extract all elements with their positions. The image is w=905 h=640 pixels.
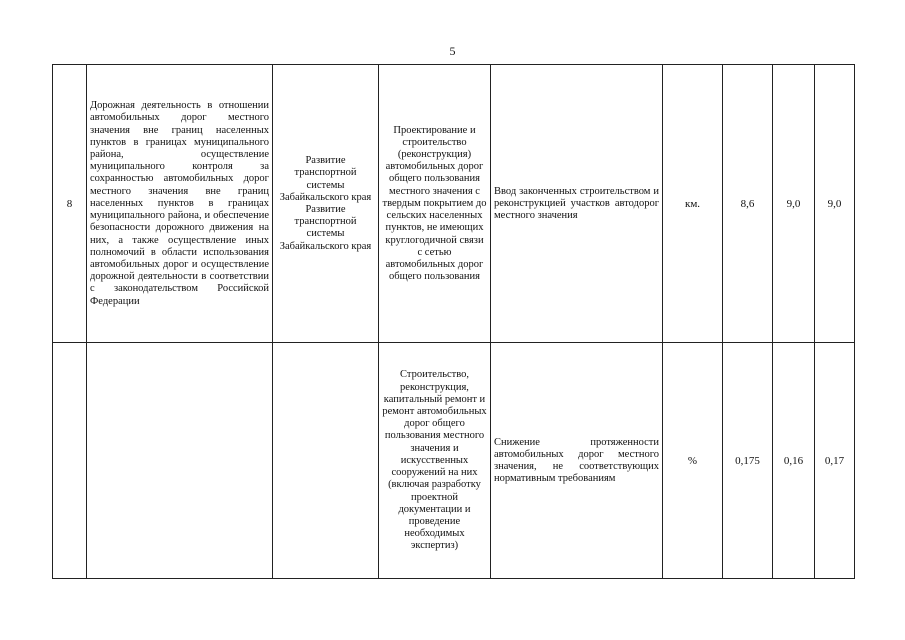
- row-number-cell: 8: [53, 65, 87, 343]
- unit-cell: %: [663, 343, 723, 579]
- indicator-cell: Ввод законченных строительством и реконструкцией участков автодорог местного значения: [491, 65, 663, 343]
- data-table: [52, 64, 855, 579]
- indicator-cell: Снижение протяженности автомобильных дорог местного значения, не соответствующих нормативным требованиям: [491, 343, 663, 579]
- value-cell-1: 0,175: [723, 343, 773, 579]
- event-cell: Проектирование и строительство (реконструкция) автомобильных дорог общего пользования местного значения с твердым покрытием до сельских населенных пунктов, не имеющих круглогодичной связи с сетью автомобильных дорог общего пользования: [379, 65, 491, 343]
- value-cell-1: 8,6: [723, 65, 773, 343]
- program-cell: [273, 343, 379, 579]
- event-cell: Строительство, реконструкция, капитальный ремонт и ремонт автомобильных дорог общего пользования местного значения и искусственных сооружений на них (включая разработку проектной документации и проведение необходимых экспертиз): [379, 343, 491, 579]
- table-row: [53, 343, 855, 579]
- row-number-cell: [53, 343, 87, 579]
- activity-cell: Дорожная деятельность в отношении автомобильных дорог местного значения вне границ населенных пунктов в границах муниципального района, осуществление муниципального контроля за сохранностью автомобильных дорог местного значения вне границ населенных пунктов в границах муниципального района, и обеспечение безопасности дорожного движения на них, а также осуществление иных полномочий в области использования автомобильных дорог и осуществление дорожной деятельности в соответствии с законодательством Российской Федерации: [87, 65, 273, 343]
- value-cell-2: 0,16: [773, 343, 815, 579]
- unit-cell: км.: [663, 65, 723, 343]
- activity-cell: [87, 343, 273, 579]
- value-cell-3: 9,0: [815, 65, 855, 343]
- table-row: [53, 65, 855, 343]
- value-cell-3: 0,17: [815, 343, 855, 579]
- program-cell: Развитие транспортной системы Забайкальского края Развитие транспортной системы Забайкальского края: [273, 65, 379, 343]
- value-cell-2: 9,0: [773, 65, 815, 343]
- page-number: 5: [449, 44, 456, 58]
